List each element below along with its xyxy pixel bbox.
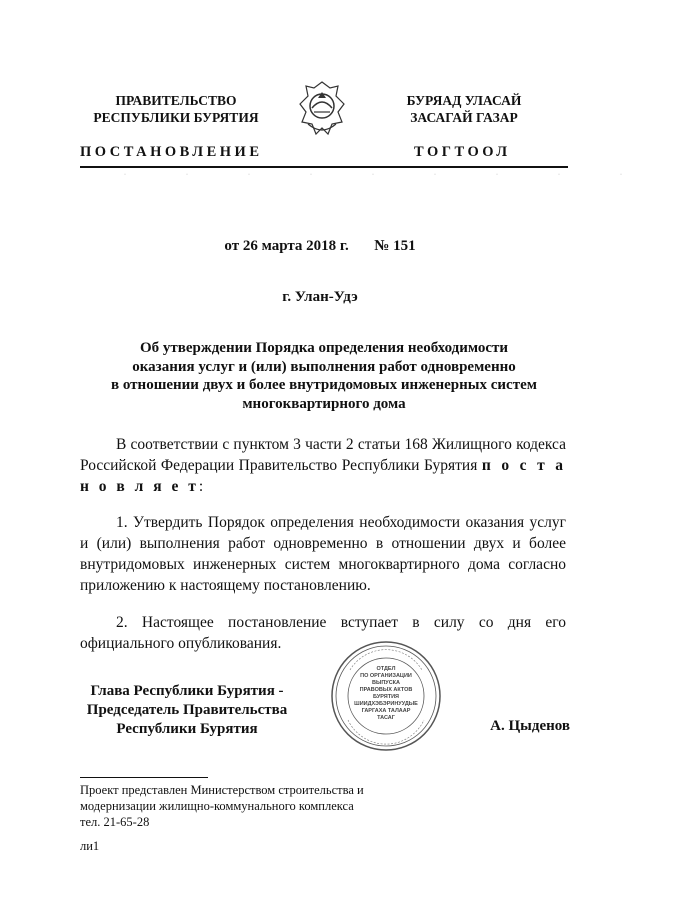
- header-left: [82, 92, 270, 126]
- paragraph-1: 1. Утвердить Порядок определения необходимости оказания услуг и (или) выполнения работ одновременно в отношении двух и более внутридомовых инженерных систем многоквартирного дома согласно приложению к настоящему постановлению.: [80, 514, 566, 594]
- header-dotted-line: ·········: [124, 172, 682, 178]
- coat-of-arms-emblem: [294, 78, 350, 140]
- title-line: в отношении двух и более внутридомовых инженерных систем: [111, 377, 537, 393]
- preamble-text: В соответствии с пунктом 3 части 2 статьи 168 Жилищного кодекса Российской Федерации Правительство Республики Бурятия: [80, 436, 566, 474]
- header-left-line2: РЕСПУБЛИКИ БУРЯТИЯ: [93, 110, 259, 125]
- header-rule: [80, 166, 568, 168]
- position-line: Глава Республики Бурятия -: [90, 683, 284, 699]
- stamp-line: ВЫПУСКА: [371, 680, 401, 686]
- header-right-line2: ЗАСАГАЙ ГАЗАР: [410, 110, 518, 125]
- document-number: № 151: [374, 238, 416, 254]
- title-line: многоквартирного дома: [242, 395, 406, 412]
- stamp-line: ТАСАГ: [377, 715, 395, 721]
- stamp-line: ШИИДХЭБЭРИНУУДЫЕ: [354, 701, 418, 707]
- decree-word: п о с т а н о в л я е т: [80, 457, 566, 495]
- document-body: [80, 434, 566, 654]
- title-line: Об утверждении Порядка определения необходимости: [139, 340, 509, 356]
- doc-type-left: ПОСТАНОВЛЕНИЕ: [80, 144, 263, 160]
- stamp-line: ОТДЕЛ: [376, 666, 396, 672]
- official-seal-stamp: [330, 640, 442, 752]
- header-right-line1: БУРЯАД УЛАСАЙ: [406, 93, 522, 108]
- paragraph-2: 2. Настоящее постановление вступает в силу со дня его официального опубликования.: [80, 614, 566, 652]
- stamp-line: ГАРГАХА ТАЛААР: [361, 708, 411, 714]
- position-line: Председатель Правительства: [86, 702, 288, 718]
- title-line: оказания услуг и (или) выполнения работ одновременно: [132, 358, 516, 375]
- preamble-end: :: [198, 478, 204, 495]
- stamp-line: ПО ОРГАНИЗАЦИИ: [360, 673, 412, 679]
- document-date: от 26 марта 2018 г.: [224, 238, 349, 254]
- footer-line: Проект представлен Министерством строительства и: [80, 783, 364, 797]
- footer-line: модернизации жилищно-коммунального комплекса: [80, 799, 354, 813]
- signatory-name: А. Цыденов: [490, 718, 570, 734]
- stamp-line: ПРАВОВЫХ АКТОВ: [359, 687, 413, 693]
- doc-type-right: ТОГТООЛ: [414, 144, 511, 160]
- stamp-line: БУРЯТИЯ: [373, 694, 399, 700]
- footer-initials: ли1: [80, 839, 100, 853]
- footer-rule: [80, 777, 208, 778]
- signature-position: [80, 682, 294, 739]
- document-title: [80, 339, 568, 413]
- city: г. Улан-Удэ: [282, 289, 358, 305]
- date-line: [0, 238, 640, 255]
- footer-note: [80, 782, 480, 854]
- header-left-line1: ПРАВИТЕЛЬСТВО: [115, 93, 237, 108]
- footer-phone: тел. 21-65-28: [80, 815, 150, 829]
- preamble-paragraph: [80, 434, 566, 497]
- header-right: [370, 92, 558, 126]
- position-line: Республики Бурятия: [116, 721, 258, 737]
